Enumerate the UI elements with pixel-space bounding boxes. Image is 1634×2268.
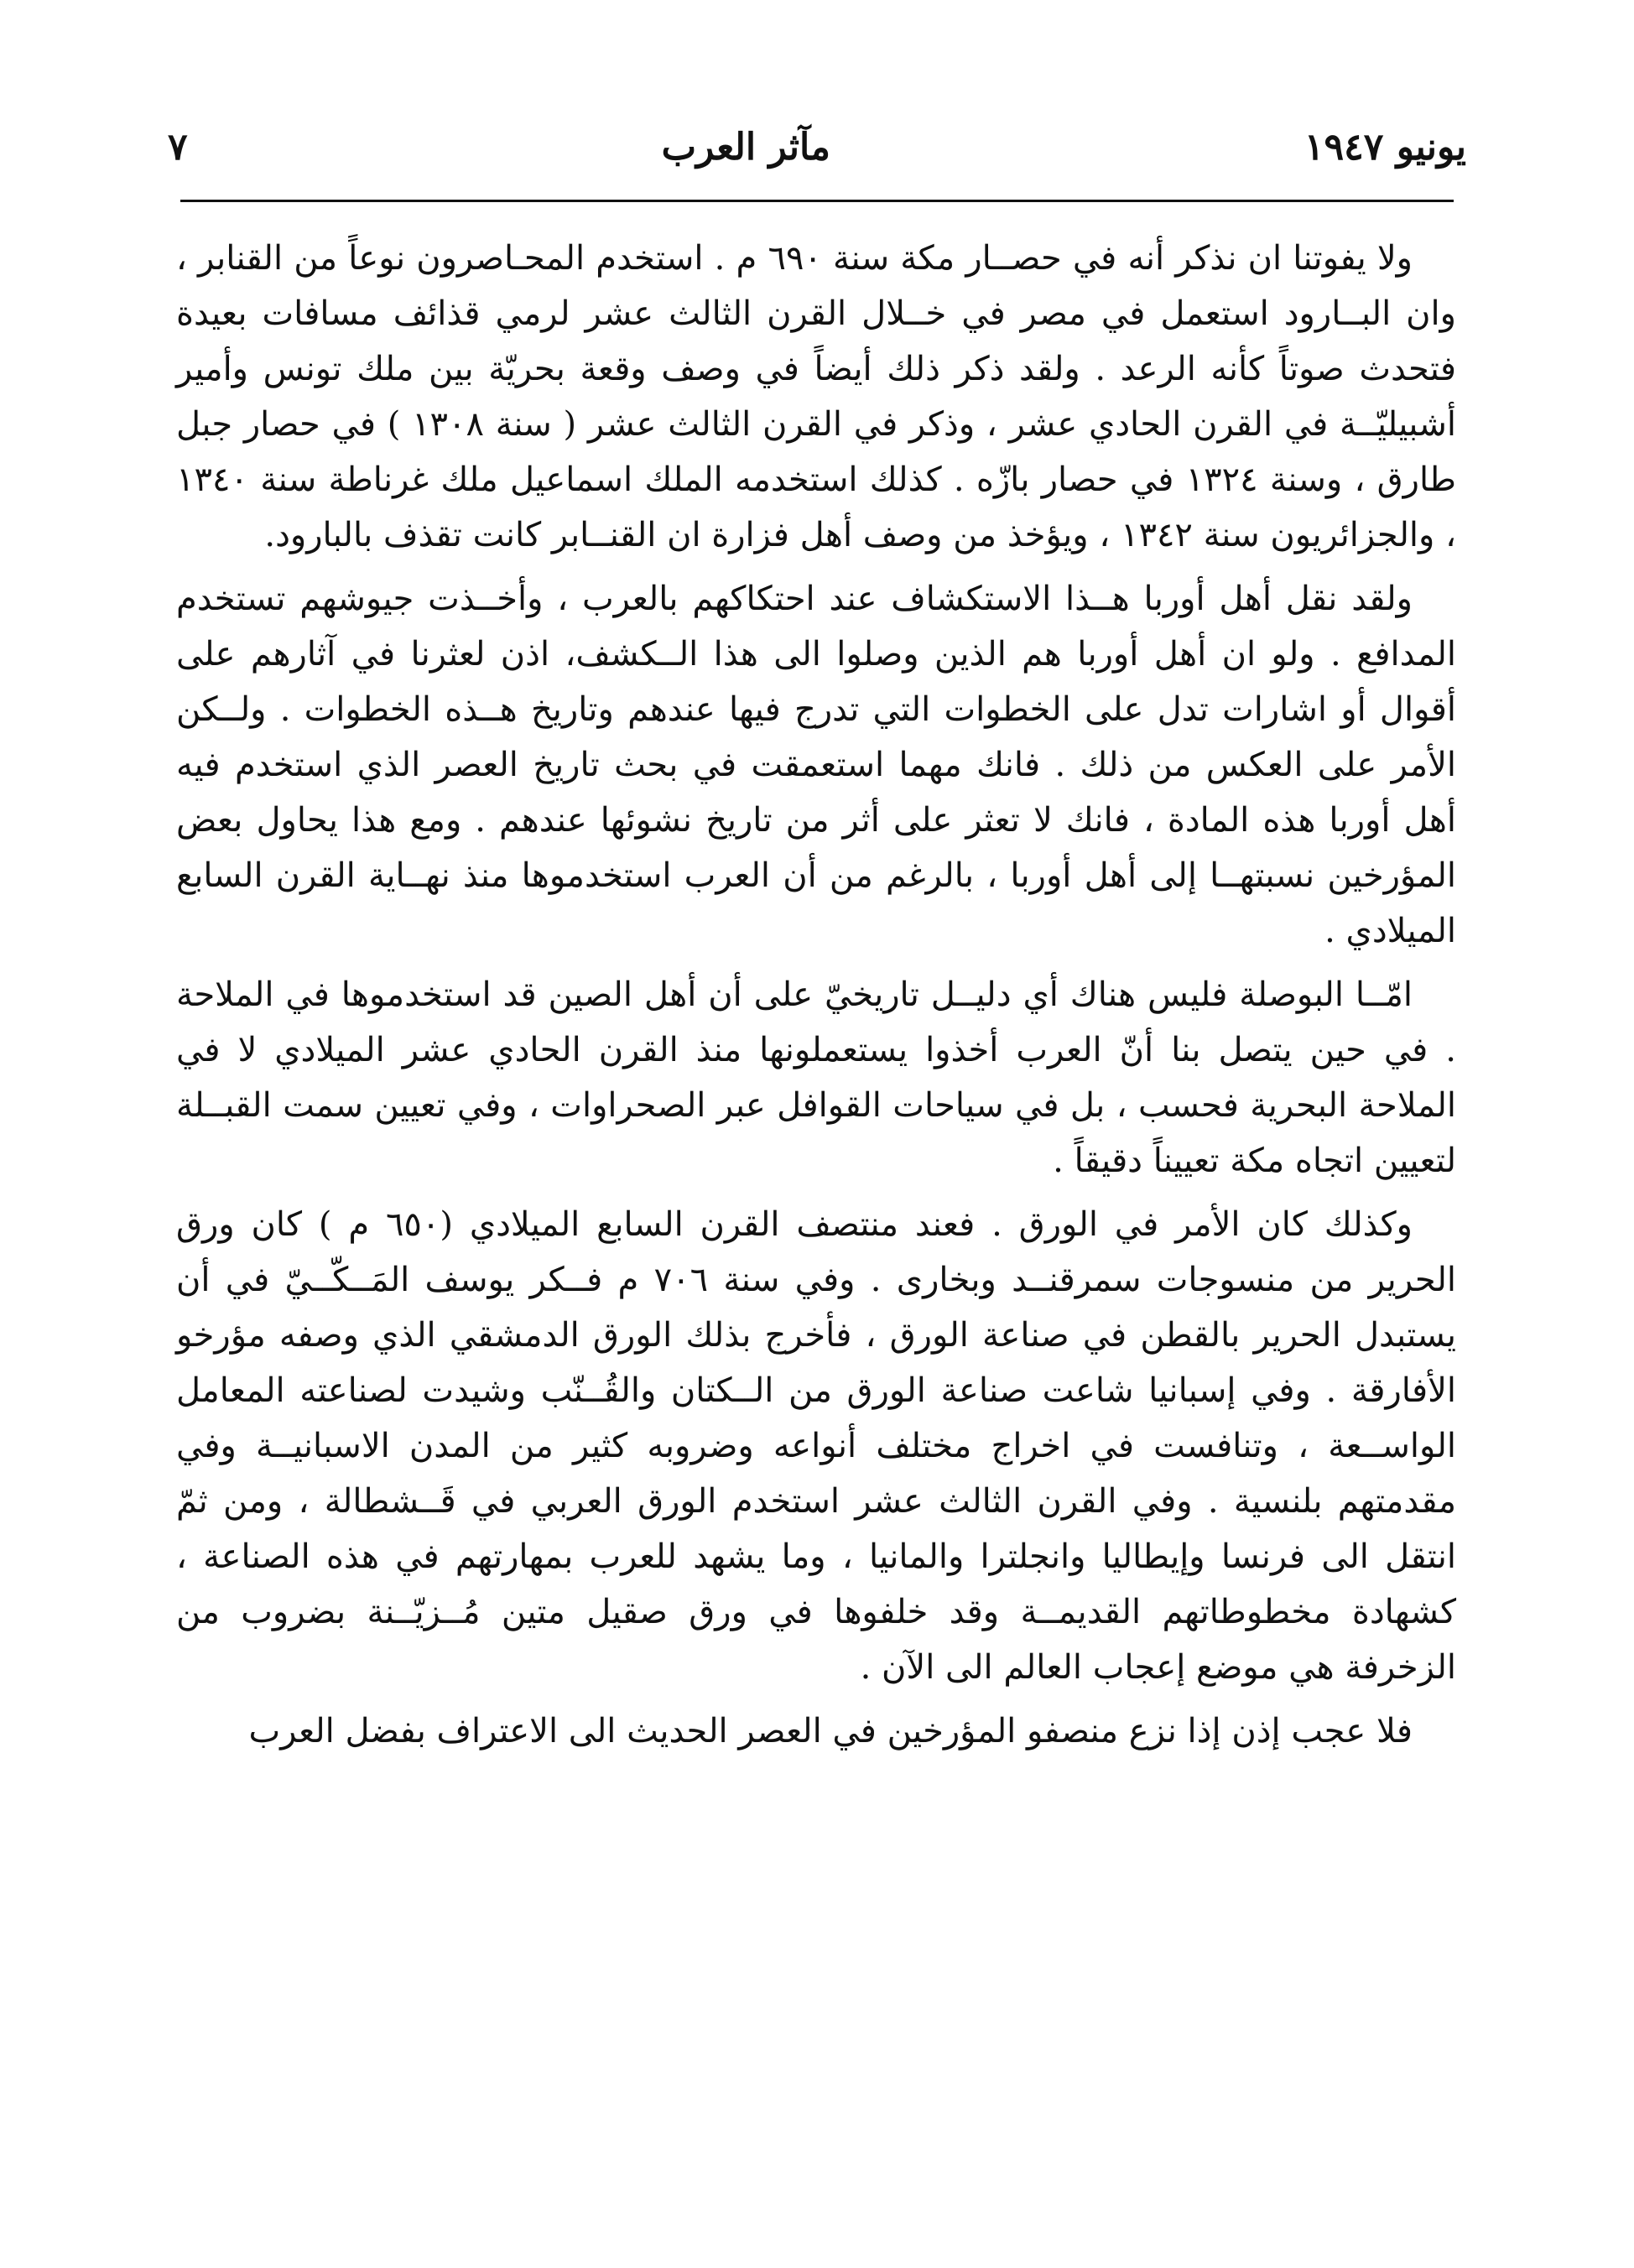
- header-date: يونيو ١٩٤٧: [1304, 125, 1466, 169]
- paragraph-europe-cannons: ولقد نقل أهل أوربا هــذا الاستكشاف عند احتكاكهم بالعرب ، وأخــذت جيوشهم تستخدم المدافع . ولو ان أهل أوربا هم الذين وصلوا الى هذا الــكشف، اذن لعثرنا في آثارهم على أقوال أو اشارات تدل على الخطوات التي تدرج فيها عندهم وتاريخ هــذه الخطوات . ولــكن الأمر على العكس من ذلك . فانك مهما استعمقت في بحث تاريخ العصر الذي استخدم فيه أهل أوربا هذه المادة ، فانك لا تعثر على أثر من تاريخ نشوئها عندهم . ومع هذا يحاول بعض المؤرخين نسبتهــا إلى أهل أوربا ، بالرغم من أن العرب استخدموها منذ نهــاية القرن السابع الميلادي .: [176, 580, 1456, 950]
- page-number: ٧: [168, 125, 188, 169]
- header-divider: [180, 200, 1454, 202]
- article-body: [176, 231, 1456, 1767]
- header-title: مآثر العرب: [661, 125, 830, 169]
- paragraph-conclusion: فلا عجب إذن إذا نزع منصفو المؤرخين في العصر الحديث الى الاعتراف بفضل العرب: [248, 1712, 1413, 1750]
- paragraph-gunpowder: ولا يفوتنا ان نذكر أنه في حصــار مكة سنة ٦٩٠ م . استخدم المحـاصرون نوعاً من القنابر ، وان البــارود استعمل في مصر في خــلال القرن الثالث عشر لرمي قذائف مسافات بعيدة فتحدث صوتاً كأنه الرعد . ولقد ذكر ذلك أيضاً في وصف وقعة بحريّة بين ملك تونس وأمير أشبيليّــة في القرن الحادي عشر ، وذكر في القرن الثالث عشر ( سنة ١٣٠٨ ) في حصار جبل طارق ، وسنة ١٣٢٤ في حصار بازّه . كذلك استخدمه الملك اسماعيل ملك غرناطة سنة ١٣٤٠ ، والجزائريون سنة ١٣٤٢ ، ويؤخذ من وصف أهل فزارة ان القنــابر كانت تقذف بالبارود.: [176, 239, 1457, 554]
- running-header: [168, 117, 1466, 176]
- paragraph-paper: وكذلك كان الأمر في الورق . فعند منتصف القرن السابع الميلادي (٦٥٠ م ) كان ورق الحرير من منسوجات سمرقنــد وبخارى . وفي سنة ٧٠٦ م فــكر يوسف المَــكّــيّ في أن يستبدل الحرير بالقطن في صناعة الورق ، فأخرج بذلك الورق الدمشقي الذي وصفه مؤرخو الأفارقة . وفي إسبانيا شاعت صناعة الورق من الــكتان والقُــنّب وشيدت لصناعته المعامل الواســعة ، وتنافست في اخراج مختلف أنواعه وضروبه كثير من المدن الاسبانيــة وفي مقدمتهم بلنسية . وفي القرن الثالث عشر استخدم الورق العربي في قَــشطالة ، ومن ثمّ انتقل الى فرنسا وإيطاليا وانجلترا والمانيا ، وما يشهد للعرب بمهارتهم في هذه الصناعة ، كشهادة مخطوطاتهم القديمــة وقد خلفوها في ورق صقيل متين مُــزيّــنة بضروب من الزخرفة هي موضع إعجاب العالم الى الآن .: [176, 1205, 1457, 1687]
- paragraph-compass: امّــا البوصلة فليس هناك أي دليــل تاريخيّ على أن أهل الصين قد استخدموها في الملاحة . في حين يتصل بنا أنّ العرب أخذوا يستعملونها منذ القرن الحادي عشر الميلادي لا في الملاحة البحرية فحسب ، بل في سياحات القوافل عبر الصحراوات ، وفي تعيين سمت القبــلة لتعيين اتجاه مكة تعييناً دقيقاً .: [176, 975, 1456, 1180]
